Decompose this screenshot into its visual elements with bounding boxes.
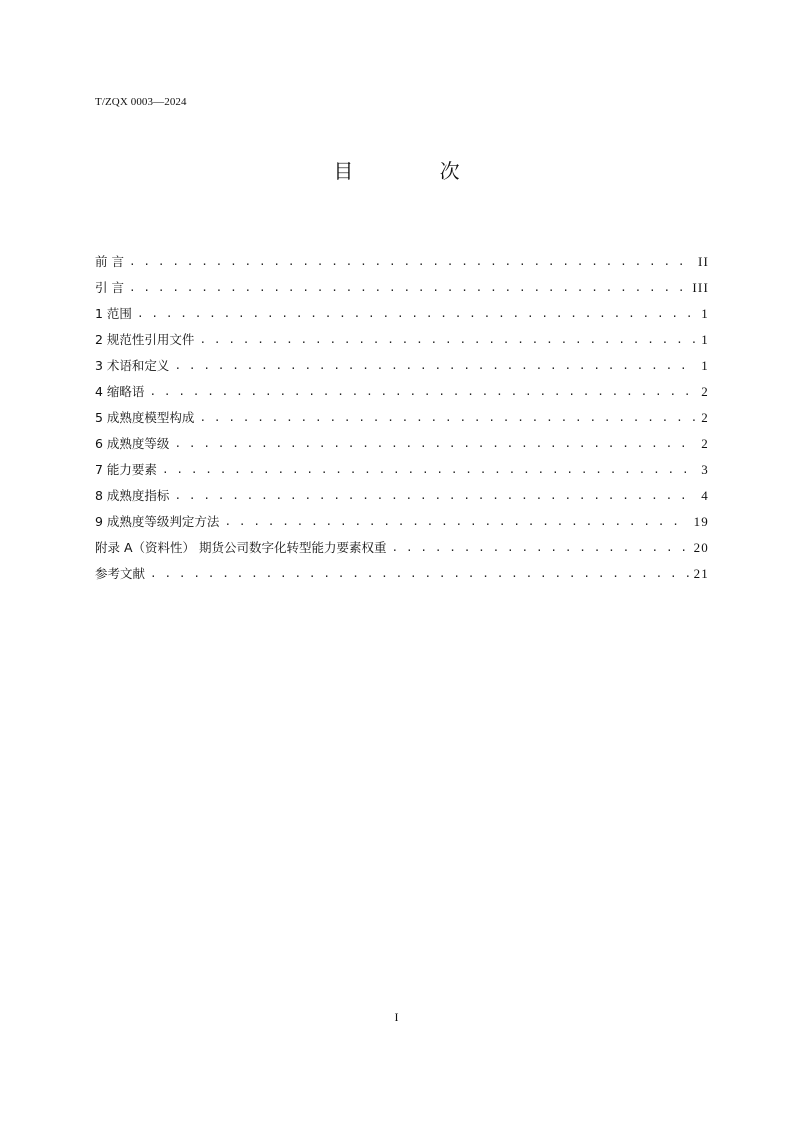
toc-entry-terms-definitions[interactable]	[95, 352, 709, 378]
toc-entry-label: 附录 A（资料性） 期货公司数字化转型能力要素权重	[95, 539, 387, 555]
page-title: 目 次	[333, 159, 500, 183]
page-number: I	[394, 1010, 399, 1024]
toc-entry-appendix-a[interactable]	[95, 534, 709, 560]
toc-entry-maturity-indicators[interactable]	[95, 482, 709, 508]
toc-entry-label: 5 成熟度模型构成	[95, 409, 195, 425]
toc-entry-page: 20	[693, 539, 709, 555]
toc-entry-page: 21	[693, 565, 709, 581]
toc-entry-page: 2	[701, 435, 709, 451]
toc-entry-scope[interactable]	[95, 300, 709, 326]
toc-entry-foreword[interactable]	[95, 248, 709, 274]
toc-leader-dots	[129, 253, 693, 270]
toc-entry-page: 1	[701, 305, 709, 321]
toc-entry-bibliography[interactable]	[95, 560, 709, 586]
toc-leader-dots	[199, 331, 696, 348]
toc-entry-maturity-levels[interactable]	[95, 430, 709, 456]
document-code: T/ZQX 0003—2024	[95, 96, 187, 108]
toc-entry-page: 2	[701, 409, 709, 425]
toc-leader-dots	[174, 357, 696, 374]
toc-leader-dots	[224, 513, 688, 530]
toc-entry-label: 6 成熟度等级	[95, 435, 170, 451]
toc-leader-dots	[199, 409, 696, 426]
toc-entry-model-structure[interactable]	[95, 404, 709, 430]
toc-leader-dots	[174, 487, 696, 504]
toc-leader-dots	[149, 383, 696, 400]
toc-entry-introduction[interactable]	[95, 274, 709, 300]
toc-entry-label: 3 术语和定义	[95, 357, 170, 373]
toc-entry-page: 2	[701, 383, 709, 399]
toc-leader-dots	[129, 279, 687, 296]
toc-entry-page: 1	[701, 357, 709, 373]
toc-entry-capability-elements[interactable]	[95, 456, 709, 482]
toc-leader-dots	[150, 565, 689, 582]
toc-entry-label: 引 言	[95, 279, 124, 295]
toc-entry-label: 9 成熟度等级判定方法	[95, 513, 220, 529]
table-of-contents	[95, 248, 709, 586]
toc-entry-page: 19	[693, 513, 709, 529]
toc-leader-dots	[174, 435, 696, 452]
toc-entry-label: 8 成熟度指标	[95, 487, 170, 503]
toc-entry-level-determination[interactable]	[95, 508, 709, 534]
toc-entry-page: 4	[701, 487, 709, 503]
toc-entry-normative-references[interactable]	[95, 326, 709, 352]
toc-entry-label: 1 范围	[95, 305, 132, 321]
toc-entry-page: III	[692, 279, 709, 295]
toc-leader-dots	[137, 305, 696, 322]
toc-leader-dots	[162, 461, 696, 478]
toc-entry-label: 4 缩略语	[95, 383, 145, 399]
toc-leader-dots	[392, 539, 689, 556]
toc-entry-label: 参考文献	[95, 565, 146, 581]
toc-entry-label: 7 能力要素	[95, 461, 157, 477]
toc-entry-label: 前 言	[95, 253, 124, 269]
toc-entry-abbreviations[interactable]	[95, 378, 709, 404]
toc-entry-page: II	[697, 253, 709, 269]
toc-entry-page: 1	[701, 331, 709, 347]
toc-entry-page: 3	[701, 461, 709, 477]
toc-entry-label: 2 规范性引用文件	[95, 331, 195, 347]
